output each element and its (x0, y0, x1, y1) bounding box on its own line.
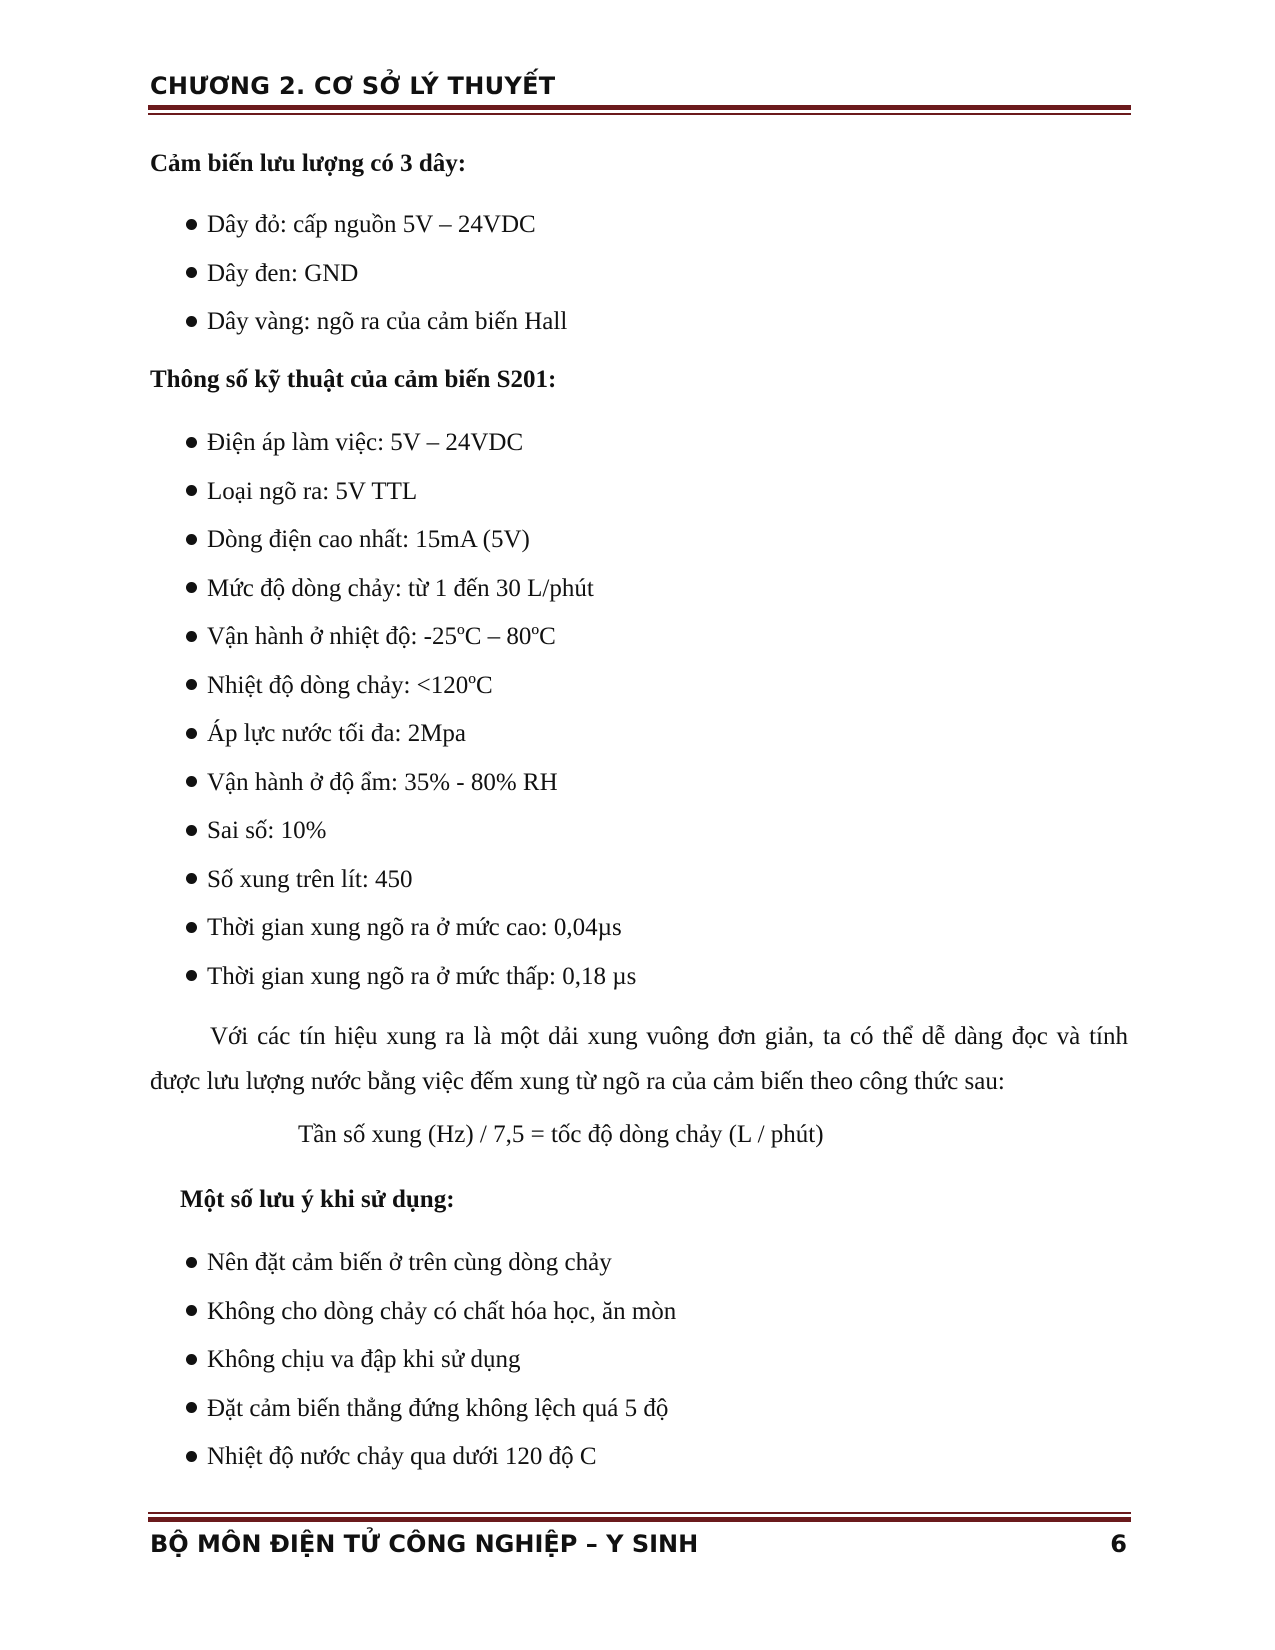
bullet-icon (186, 267, 197, 278)
list-item-text: Nên đặt cảm biến ở trên cùng dòng chảy (207, 1249, 612, 1276)
list-item-text: Vận hành ở độ ẩm: 35% - 80% RH (207, 768, 558, 796)
bullet-icon (186, 873, 197, 884)
page-number: 6 (1110, 1530, 1127, 1558)
list-item-text: Điện áp làm việc: 5V – 24VDC (207, 429, 524, 456)
list-item-text: Dòng điện cao nhất: 15mA (5V) (207, 526, 530, 553)
list-item (186, 671, 636, 720)
list-item (186, 816, 636, 865)
list-item (186, 719, 636, 768)
list-item-text: Mức độ dòng chảy: từ 1 đến 30 L/phút (207, 574, 594, 602)
specs-heading: Thông số kỹ thuật của cảm biến S201: (150, 366, 557, 393)
bullet-icon (186, 437, 197, 448)
header-rule-thin (148, 113, 1131, 115)
list-item-text: Loại ngõ ra: 5V TTL (207, 477, 418, 505)
bullet-icon (186, 922, 197, 933)
wires-heading: Cảm biến lưu lượng có 3 dây: (150, 150, 467, 177)
flow-formula: Tần số xung (Hz) / 7,5 = tốc độ dòng chảy (L / phút) (298, 1121, 824, 1148)
bullet-icon (186, 1305, 197, 1316)
body-paragraph: Với các tín hiệu xung ra là một dải xung vuông đơn giản, ta có thể dễ dàng đọc và tính được lưu lượng nước bằng việc đếm xung từ ngõ ra của cảm biến theo công thức sau: (150, 1023, 1128, 1095)
bullet-icon (186, 316, 197, 327)
bullet-icon (186, 485, 197, 496)
list-item-text: Số xung trên lít: 450 (207, 865, 413, 893)
list-item-text: Vận hành ở nhiệt độ: -25ºC – 80ºC (207, 623, 556, 650)
specs-list (186, 428, 636, 1010)
bullet-icon (186, 728, 197, 739)
list-item (186, 525, 636, 574)
bullet-icon (186, 679, 197, 690)
list-item (186, 307, 567, 356)
list-item-text: Thời gian xung ngõ ra ở mức cao: 0,04µs (207, 914, 622, 941)
footer-rule-thin (148, 1512, 1131, 1514)
bullet-icon (186, 1257, 197, 1268)
list-item (186, 428, 636, 477)
bullet-icon (186, 582, 197, 593)
bullet-icon (186, 1402, 197, 1413)
list-item-text: Không cho dòng chảy có chất hóa học, ăn mòn (207, 1297, 677, 1325)
list-item-text: Dây đen: GND (207, 259, 359, 287)
list-item-text: Áp lực nước tối đa: 2Mpa (207, 720, 467, 747)
list-item (186, 962, 636, 1011)
list-item-text: Sai số: 10% (207, 817, 327, 844)
header-rule-thick (148, 105, 1131, 110)
list-item (186, 622, 636, 671)
list-item (186, 477, 636, 526)
bullet-icon (186, 219, 197, 230)
list-item (186, 1345, 676, 1394)
list-item-text: Đặt cảm biến thẳng đứng không lệch quá 5 độ (207, 1394, 669, 1422)
list-item-text: Nhiệt độ nước chảy qua dưới 120 độ C (207, 1443, 597, 1470)
footer-rule-thick (148, 1517, 1131, 1522)
list-item-text: Thời gian xung ngõ ra ở mức thấp: 0,18 µs (207, 962, 637, 990)
notes-list (186, 1248, 676, 1491)
bullet-icon (186, 825, 197, 836)
bullet-icon (186, 776, 197, 787)
bullet-icon (186, 1354, 197, 1365)
list-item (186, 1442, 676, 1491)
list-item (186, 1394, 676, 1443)
list-item-text: Nhiệt độ dòng chảy: <120ºC (207, 671, 493, 699)
list-item-text: Không chịu va đập khi sử dụng (207, 1346, 521, 1373)
bullet-icon (186, 631, 197, 642)
list-item (186, 1248, 676, 1297)
notes-heading: Một số lưu ý khi sử dụng: (180, 1186, 455, 1213)
footer-department: BỘ MÔN ĐIỆN TỬ CÔNG NGHIỆP – Y SINH (150, 1530, 699, 1558)
list-item (186, 574, 636, 623)
chapter-title: CHƯƠNG 2. CƠ SỞ LÝ THUYẾT (150, 72, 556, 100)
bullet-icon (186, 534, 197, 545)
list-item-text: Dây đỏ: cấp nguồn 5V – 24VDC (207, 211, 536, 238)
bullet-icon (186, 1451, 197, 1462)
bullet-icon (186, 970, 197, 981)
list-item-text: Dây vàng: ngõ ra của cảm biến Hall (207, 308, 568, 335)
list-item (186, 865, 636, 914)
list-item (186, 768, 636, 817)
list-item (186, 913, 636, 962)
list-item (186, 259, 567, 308)
list-item (186, 1297, 676, 1346)
list-item (186, 210, 567, 259)
wires-list (186, 210, 567, 356)
